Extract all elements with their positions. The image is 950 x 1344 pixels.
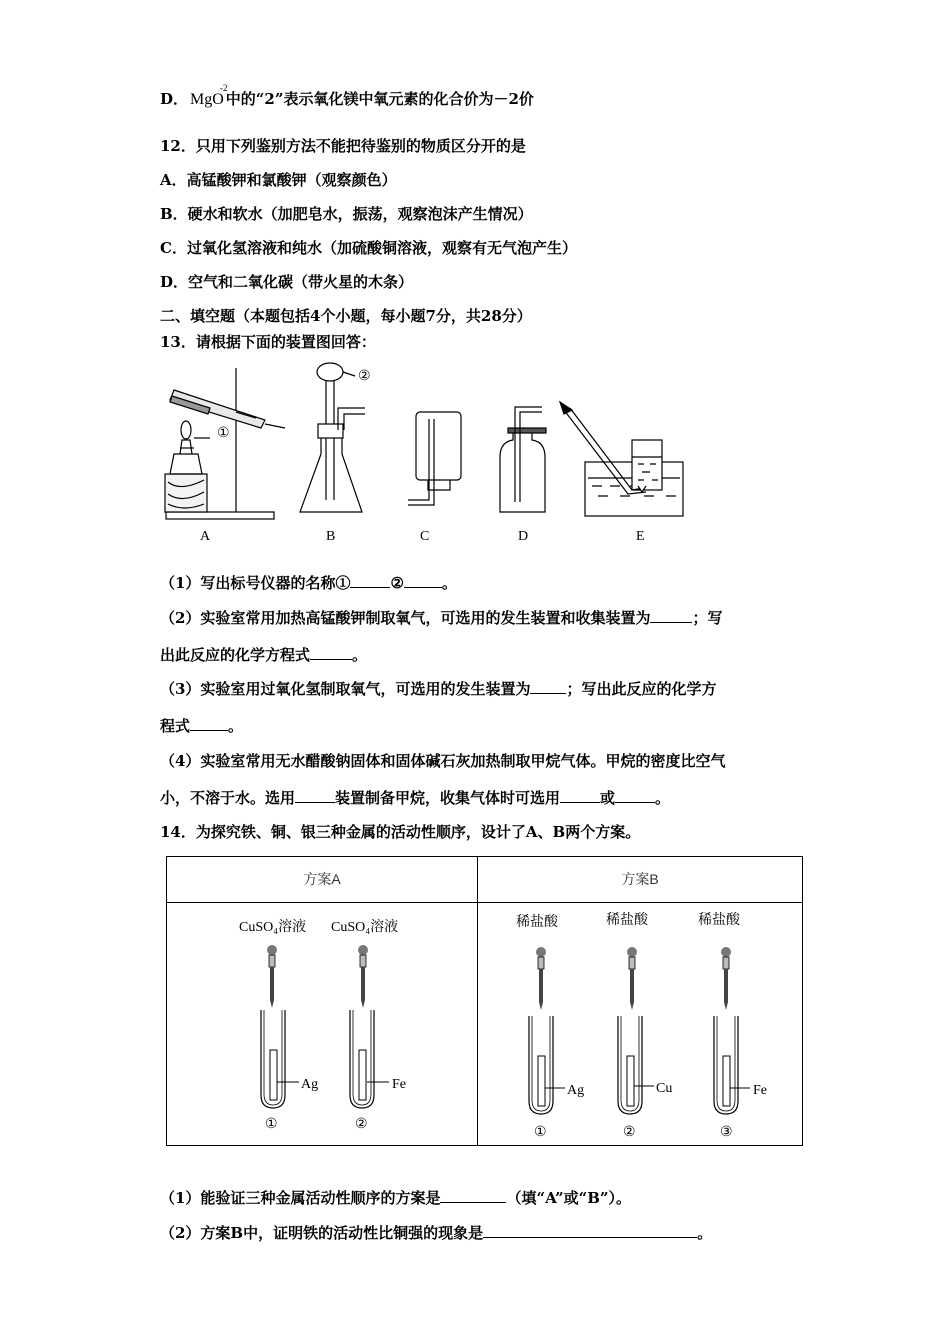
answer-blank[interactable]: [650, 608, 692, 623]
apparatus-a: [165, 368, 285, 519]
apparatus-c: [408, 412, 461, 505]
apparatus-e: [560, 402, 683, 516]
q12-option-a: A．高锰酸钾和氯酸钾（观察颜色）: [160, 171, 397, 189]
dropper-a1: [267, 945, 277, 1008]
scheme-b-figure: [478, 902, 802, 1144]
tube-a1: [261, 1010, 285, 1108]
answer-blank[interactable]: [560, 788, 600, 803]
tube-b3: [714, 1016, 738, 1114]
num-a1: ①: [265, 1117, 278, 1132]
dropper-b1: [536, 947, 546, 1010]
answer-blank[interactable]: [530, 679, 566, 694]
answer-blank[interactable]: [295, 788, 335, 803]
q11-option-d: [160, 83, 534, 110]
apparatus-b: [300, 363, 365, 512]
reagent-a1: CuSO₄溶液: [239, 920, 307, 935]
q13-part2-cont: 出此反应的化学方程式 。: [160, 646, 368, 664]
answer-blank[interactable]: [615, 788, 655, 803]
tube-a2: [350, 1010, 374, 1108]
answer-blank[interactable]: [190, 716, 228, 731]
label-d: D: [518, 529, 529, 544]
answer-blank[interactable]: [440, 1188, 506, 1203]
tube-b1: [529, 1016, 553, 1114]
apparatus-d: [500, 407, 546, 512]
q13-part4: （4）实验室常用无水醋酸钠固体和固体碱石灰加热制取甲烷气体。甲烷的密度比空气: [160, 752, 726, 770]
dropper-b2: [627, 947, 637, 1010]
num-b2: ②: [623, 1125, 636, 1140]
metal-b2: Cu: [656, 1081, 673, 1096]
dropper-a2: [358, 945, 368, 1008]
metal-b3: Fe: [753, 1083, 767, 1098]
mgo-formula: MgO -2: [190, 90, 224, 110]
num-a2: ②: [355, 1117, 368, 1132]
metal-b1: Ag: [567, 1083, 585, 1098]
q13-part1: （1）写出标号仪器的名称① ② 。: [160, 574, 457, 592]
q13-stem: 13．请根据下面的装置图回答：: [160, 333, 376, 351]
q14-part2: （2）方案B中，证明铁的活动性比铜强的现象是 。: [160, 1224, 713, 1242]
section-2-title: 二、填空题（本题包括4个小题，每小题7分，共28分）: [160, 307, 532, 325]
q12-option-d: D．空气和二氧化碳（带火星的木条）: [160, 273, 414, 291]
answer-blank[interactable]: [483, 1223, 697, 1238]
num-b1: ①: [534, 1125, 547, 1140]
q13-part3-cont: 程式 。: [160, 717, 244, 735]
q11-option-d-text: 中的“2”表示氧化镁中氧元素的化合价为－2价: [225, 90, 534, 108]
reagent-b3: 稀盐酸: [698, 913, 740, 928]
marker-1: ①: [217, 426, 230, 441]
metal-a1: Ag: [301, 1077, 319, 1092]
q12-option-b: B．硬水和软水（加肥皂水，振荡，观察泡沫产生情况）: [160, 205, 533, 223]
reagent-b1: 稀盐酸: [516, 915, 558, 930]
q12-stem: 12．只用下列鉴别方法不能把待鉴别的物质区分开的是: [160, 137, 526, 155]
q13-part3: （3）实验室用过氧化氢制取氧气，可选用的发生装置为 ；写出此反应的化学方: [160, 680, 717, 698]
dropper-b3: [721, 947, 731, 1010]
q14-part1: （1）能验证三种金属活动性顺序的方案是 （填“A”或“B”）。: [160, 1189, 632, 1207]
label-b: B: [326, 529, 336, 544]
reagent-a2: CuSO₄溶液: [331, 920, 399, 935]
answer-blank[interactable]: [310, 645, 352, 660]
q11-option-d-prefix: D．: [160, 90, 189, 108]
metal-a2: Fe: [392, 1077, 406, 1092]
label-c: C: [420, 529, 430, 544]
answer-blank[interactable]: [350, 573, 390, 588]
tube-b2: [618, 1016, 642, 1114]
label-a: A: [200, 529, 211, 544]
scheme-a-figure: [167, 902, 475, 1144]
answer-blank[interactable]: [404, 573, 442, 588]
q12-option-c: C．过氧化氢溶液和纯水（加硫酸铜溶液，观察有无气泡产生）: [160, 239, 577, 257]
scheme-a-header: 方案A: [167, 857, 478, 903]
label-e: E: [636, 529, 645, 544]
valence-mark: -2: [220, 83, 228, 93]
apparatus-figure: [160, 362, 700, 547]
scheme-b-header: 方案B: [478, 857, 803, 903]
reagent-b2: 稀盐酸: [606, 913, 648, 928]
num-b3: ③: [720, 1125, 733, 1140]
q13-part2: （2）实验室常用加热高锰酸钾制取氧气，可选用的发生装置和收集装置为 ；写: [160, 609, 723, 627]
marker-2: ②: [358, 369, 371, 384]
q14-stem: 14．为探究铁、铜、银三种金属的活动性顺序，设计了A、B两个方案。: [160, 823, 641, 841]
q13-part4-cont: 小，不溶于水。选用 装置制备甲烷，收集气体时可选用 或 。: [160, 789, 671, 807]
